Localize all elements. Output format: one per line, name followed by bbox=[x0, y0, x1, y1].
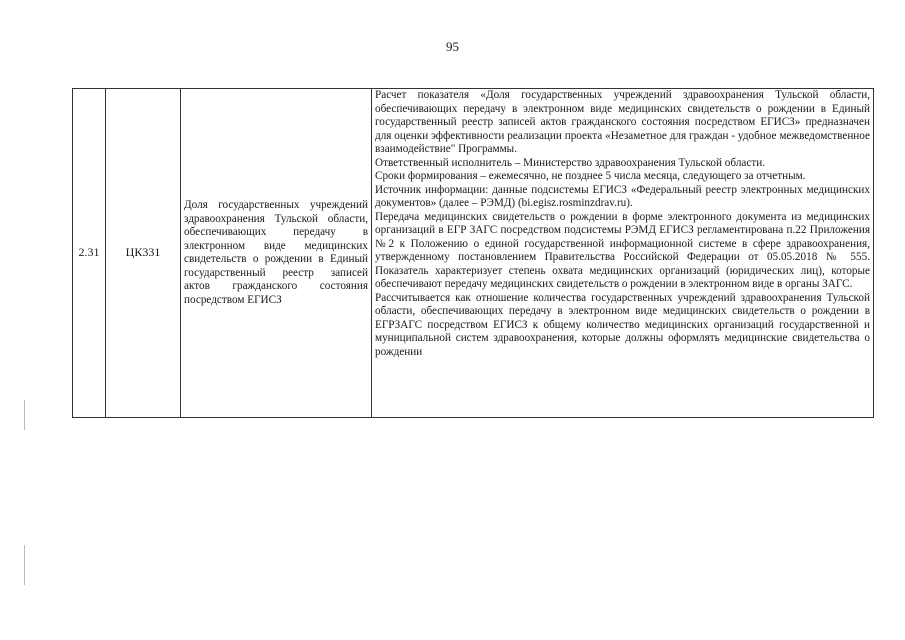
description-paragraph: Рассчитывается как отношение количества государственных учреждений здравоохранения Тульской области, обеспечивающих передачу в электронном виде медицинских свидетельств о рождении в ЕГРЗАГС посредством ЕГИСЗ к общему количество медицинских организаций государственной и муниципальной систем здравоохранения, которые должны оформлять медицинские свидетельства о рождении bbox=[375, 291, 870, 358]
row-index: 2.31 bbox=[73, 89, 106, 418]
indicator-table bbox=[72, 88, 874, 418]
page-number: 95 bbox=[446, 39, 459, 54]
indicator-description bbox=[372, 89, 874, 418]
description-paragraph: Ответственный исполнитель – Министерство здравоохранения Тульской области. bbox=[375, 156, 766, 169]
margin-mark bbox=[24, 400, 25, 430]
description-paragraph: Расчет показателя «Доля государственных учреждений здравоохранения Тульской области, обеспечивающих передачу в электронном виде медицинских свидетельств о рождении в Единый государственный реестр записей актов гражданского состояния посредством ЕГИСЗ» предназначен для оценки эффективности реализации проекта «Незаметное для граждан - удобное межведомственное взаимодействие" Программы. bbox=[375, 89, 870, 155]
indicator-code: ЦК331 bbox=[106, 89, 181, 418]
description-paragraph: Источник информации: данные подсистемы ЕГИСЗ «Федеральный реестр электронных медицинских документов» (далее – РЭМД) (bi.egisz.rosminzdrav.ru). bbox=[375, 183, 870, 209]
margin-mark bbox=[24, 545, 25, 585]
description-paragraph: Передача медицинских свидетельств о рождении в форме электронного документа из медицинских организаций в ЕГР ЗАГС посредством подсистемы РЭМД ЕГИСЗ регламентирована п.22 Приложения №2 к Положению о единой государственной информационной системе в сфере здравоохранения, утвержденному постановлением Правительства Российской Федерации от 05.05.2018 № 555. Показатель характеризует степень охвата медицинских организаций (юридических лиц), которые обеспечивают передачу медицинских свидетельств о рождении в электронном виде в органы ЗАГС. bbox=[375, 210, 870, 290]
description-paragraph: Сроки формирования – ежемесячно, не позднее 5 числа месяца, следующего за отчетным. bbox=[375, 170, 806, 182]
table-row bbox=[73, 89, 874, 418]
indicator-name: Доля государственных учреждений здравоохранения Тульской области, обеспечивающих передачу в электронном виде медицинских свидетельств о рождении в Единый государственный реестр записей актов гражданского состояния посредством ЕГИСЗ bbox=[181, 89, 372, 418]
